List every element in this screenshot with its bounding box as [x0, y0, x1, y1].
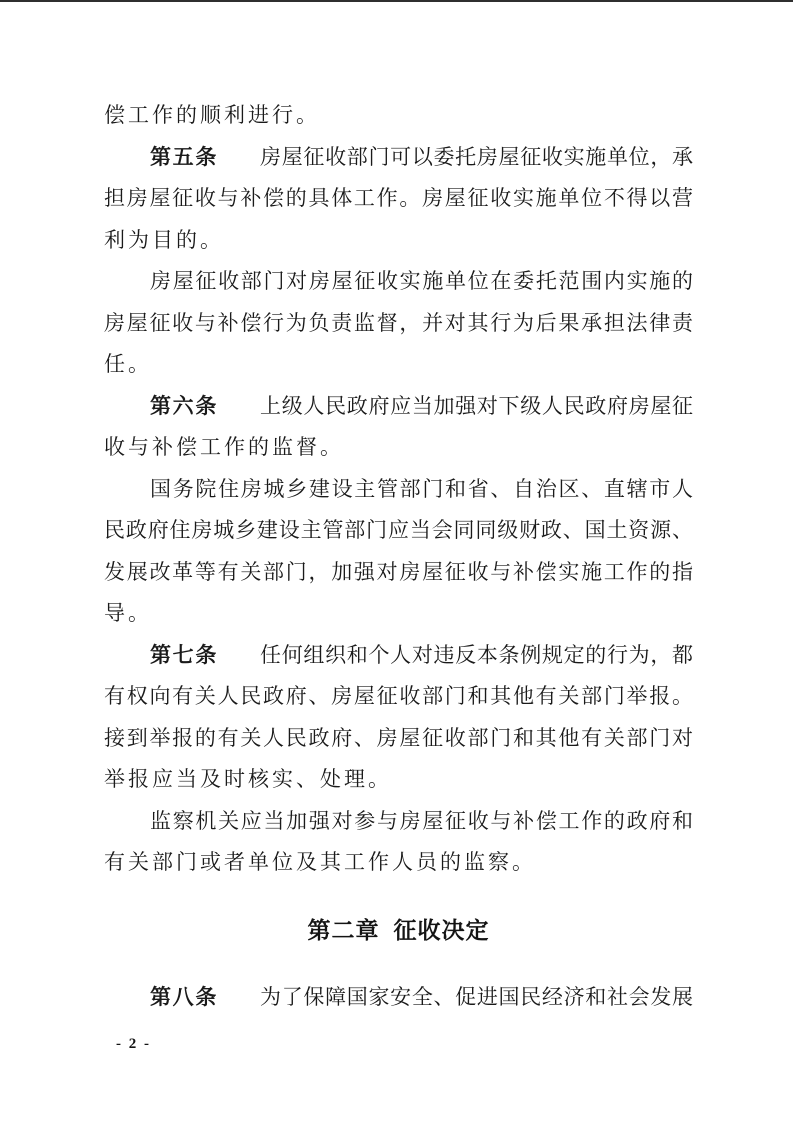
chapter-number: 第二章	[307, 916, 380, 943]
body-line-text: 有权向有关人民政府、房屋征收部门和其他有关部门举报。	[104, 684, 693, 708]
page-number: - 2 -	[116, 1036, 151, 1052]
scan-edge-line	[0, 0, 793, 2]
body-line-text: 房屋征收部门可以委托房屋征收实施单位，承	[260, 144, 693, 169]
body-line-text: 为了保障国家安全、促进国民经济和社会发展	[260, 985, 693, 1009]
body-line	[104, 552, 693, 594]
body-line-text: 上级人民政府应当加强对下级人民政府房屋征	[260, 393, 693, 418]
body-line	[104, 842, 693, 884]
body-line	[104, 386, 693, 428]
body-line	[104, 427, 693, 469]
body-line	[104, 178, 693, 220]
body-line-text: 偿工作的顺利进行。	[104, 103, 320, 127]
body-line	[104, 593, 693, 635]
body-line-text: 接到举报的有关人民政府、房屋征收部门和其他有关部门对	[104, 725, 693, 750]
body-line	[104, 510, 693, 552]
document-body	[104, 95, 693, 1019]
body-line-text: 国务院住房城乡建设主管部门和省、自治区、直辖市人	[150, 476, 693, 501]
body-line-text: 发展改革等有关部门，加强对房屋征收与补偿实施工作的指	[104, 559, 693, 584]
article-number-label: 第七条	[150, 643, 219, 667]
body-line	[104, 977, 693, 1019]
body-line-text: 收与补偿工作的监督。	[104, 435, 344, 459]
body-line-text: 导。	[104, 601, 152, 625]
body-line	[104, 137, 693, 179]
chapter-heading	[104, 910, 693, 952]
body-line	[104, 95, 693, 137]
body-line	[104, 261, 693, 303]
body-line	[104, 303, 693, 345]
body-line	[104, 469, 693, 511]
body-line-text: 任。	[104, 352, 152, 376]
body-line	[104, 676, 693, 718]
body-line-text: 监察机关应当加强对参与房屋征收与补偿工作的政府和	[150, 808, 693, 833]
body-line	[104, 344, 693, 386]
body-line-text: 举报应当及时核实、处理。	[104, 767, 392, 791]
body-line	[104, 718, 693, 760]
article-number-label: 第五条	[150, 145, 219, 169]
chapter-title: 征收决定	[393, 916, 490, 943]
body-line	[104, 759, 693, 801]
body-line-text: 民政府住房城乡建设主管部门应当会同同级财政、国土资源、	[104, 518, 693, 542]
body-line	[104, 220, 693, 262]
body-line-text: 有关部门或者单位及其工作人员的监察。	[104, 850, 536, 874]
body-line	[104, 801, 693, 843]
body-line-text: 任何组织和个人对违反本条例规定的行为，都	[260, 642, 693, 667]
article-number-label: 第八条	[150, 986, 219, 1009]
body-line-text: 房屋征收与补偿行为负责监督，并对其行为后果承担法律责	[104, 310, 693, 335]
body-line	[104, 635, 693, 677]
body-line-text: 担房屋征收与补偿的具体工作。房屋征收实施单位不得以营	[104, 186, 693, 210]
article-number-label: 第六条	[150, 394, 219, 418]
body-line-text: 利为目的。	[104, 227, 224, 252]
body-line-text: 房屋征收部门对房屋征收实施单位在委托范围内实施的	[150, 269, 693, 293]
